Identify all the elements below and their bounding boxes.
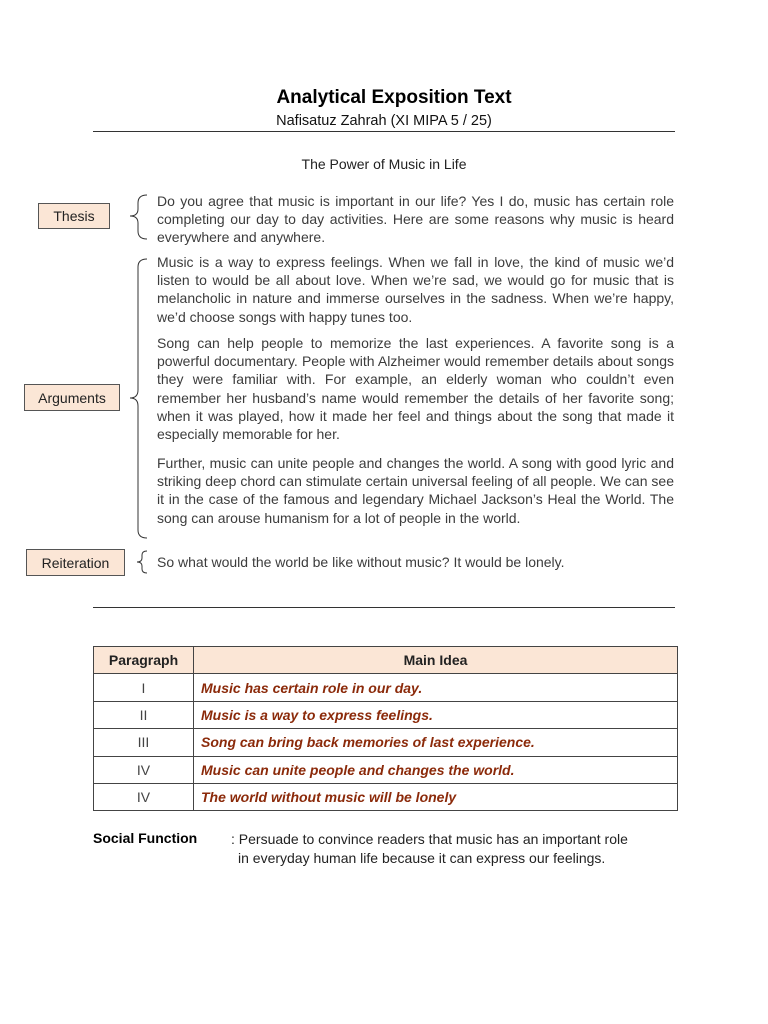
thesis-bracket [130, 195, 147, 239]
table-row [94, 783, 678, 810]
table-row [94, 674, 678, 701]
social-function-label: Social Function [93, 830, 198, 846]
arguments-bracket [130, 259, 147, 538]
paragraph-number: II [94, 701, 194, 728]
paragraph-number: IV [94, 783, 194, 810]
arguments-label: Arguments [24, 384, 120, 411]
main-idea: Music is a way to express feelings. [194, 701, 678, 728]
table-row [94, 701, 678, 728]
main-idea: The world without music will be lonely [194, 783, 678, 810]
argument-paragraph-2: Song can help people to memorize the last experiences. A favorite song is a powerful documentary. People with Alzheimer would remember details about songs they were familiar with. For example, an elderly woman who couldn’t even remember her husband’s name would remember the details of her favorite song; when it was played, how it made her feel and things about the song that made it especially memorable for her. [157, 335, 674, 443]
main-idea: Song can bring back memories of last experience. [194, 729, 678, 756]
main-idea-table [93, 646, 678, 811]
table-header-row [94, 647, 678, 674]
argument-paragraph-3: Further, music can unite people and changes the world. A song with good lyric and striking deep chord can stimulate certain universal feeling of all people. We can see it in the case of the famous and legendary Michael Jackson’s Heal the World. The song can arouse humanism for a lot of people in the world. [157, 455, 674, 526]
paragraph-column-header: Paragraph [94, 647, 194, 674]
paragraph-number: I [94, 674, 194, 701]
main-idea-column-header: Main Idea [194, 647, 678, 674]
document-title: Analytical Exposition Text [276, 87, 512, 108]
reiteration-paragraph: So what would the world be like without music? It would be lonely. [157, 554, 565, 570]
thesis-label: Thesis [38, 203, 110, 229]
thesis-paragraph: Do you agree that music is important in our life? Yes I do, music has certain role completing our day to day activities. Here are some reasons why music is heard everywhere and anywhere. [157, 193, 674, 246]
table-row [94, 756, 678, 783]
paragraph-number: IV [94, 756, 194, 783]
reiteration-label: Reiteration [26, 549, 125, 576]
social-function-text [231, 830, 681, 867]
paragraph-number: III [94, 729, 194, 756]
argument-paragraph-1: Music is a way to express feelings. When we fall in love, the kind of music we’d listen to would be all about love. When we’re sad, we would go for music that is melancholic in nature and immerse ourselves in the sadness. When we’re happy, we’d choose songs with happy tunes too. [157, 254, 674, 325]
social-function-line-2: in everyday human life because it can express our feelings. [238, 849, 606, 866]
reiteration-bracket [137, 551, 147, 573]
author-line: Nafisatuz Zahrah (XI MIPA 5 / 25) [276, 113, 492, 129]
text-title: The Power of Music in Life [301, 156, 467, 172]
main-idea: Music has certain role in our day. [194, 674, 678, 701]
section-divider [93, 607, 675, 608]
social-function-line-1: : Persuade to convince readers that music has an important role [231, 831, 628, 847]
main-idea: Music can unite people and changes the world. [194, 756, 678, 783]
table-row [94, 729, 678, 756]
